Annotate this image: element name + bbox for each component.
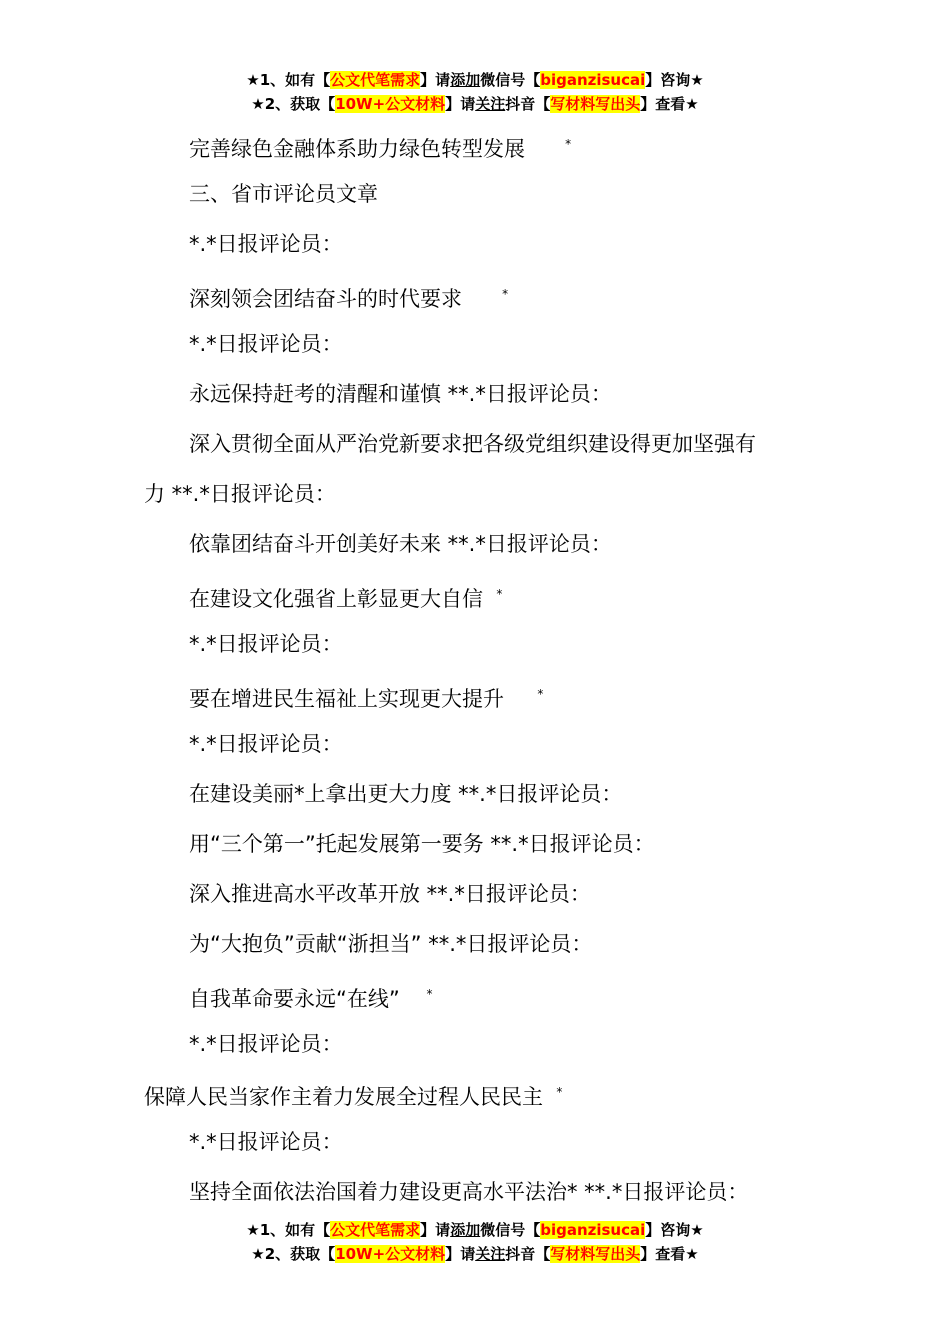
banner-text: 】请	[420, 1221, 451, 1239]
banner-text: 抖音【	[505, 95, 551, 113]
banner-highlight: 10W+公文材料	[335, 1245, 446, 1263]
section-heading: 三、省市评论员文章	[189, 182, 378, 206]
body-line: 为“大抱负”贡献“浙担当” **.*日报评论员：	[189, 932, 593, 956]
banner-text: 】请	[445, 1245, 476, 1263]
banner-text: 】咨询★	[645, 71, 704, 89]
banner-text: 】查看★	[640, 1245, 699, 1263]
body-line: *.*日报评论员：	[189, 232, 343, 256]
banner-text: 抖音【	[505, 1245, 551, 1263]
body-line: 深入贯彻全面从严治党新要求把各级党组织建设得更加坚强有	[189, 432, 756, 456]
body-line: 保障人民当家作主着力发展全过程人民民主 *	[144, 1085, 563, 1109]
banner-highlight: 公文代笔需求	[330, 71, 421, 89]
body-line: 依靠团结奋斗开创美好未来 **.*日报评论员：	[189, 532, 612, 556]
body-line: 在建设文化强省上彰显更大自信 *	[189, 587, 503, 611]
body-line: 自我革命要永远“在线” *	[189, 987, 433, 1011]
banner-text: ★1、如有【	[246, 1221, 331, 1239]
banner-text: 微信号【	[480, 71, 541, 89]
body-line: 力 **.*日报评论员：	[144, 482, 336, 506]
banner-highlight: biganzisucai	[540, 71, 646, 89]
banner-text: ★2、获取【	[251, 1245, 336, 1263]
body-line: 坚持全面依法治国着力建设更高水平法治* **.*日报评论员：	[189, 1180, 749, 1204]
body-line: *.*日报评论员：	[189, 332, 343, 356]
body-line: 用“三个第一”托起发展第一要务 **.*日报评论员：	[189, 832, 655, 856]
banner-highlight: 写材料写出头	[550, 95, 641, 113]
body-line: *.*日报评论员：	[189, 1032, 343, 1056]
banner-highlight: 10W+公文材料	[335, 95, 446, 113]
banner-underline: 关注	[475, 1245, 506, 1263]
banner-text: ★1、如有【	[246, 71, 331, 89]
banner-text: 微信号【	[480, 1221, 541, 1239]
banner-highlight: biganzisucai	[540, 1221, 646, 1239]
banner-text: 】请	[445, 95, 476, 113]
banner-highlight: 公文代笔需求	[330, 1221, 421, 1239]
banner-text: 】请	[420, 71, 451, 89]
banner-underline: 添加	[450, 71, 481, 89]
body-line: 要在增进民生福祉上实现更大提升 *	[189, 687, 544, 711]
header-banner-line-1	[0, 70, 950, 90]
body-line: *.*日报评论员：	[189, 632, 343, 656]
banner-highlight: 写材料写出头	[550, 1245, 641, 1263]
banner-text: 】查看★	[640, 95, 699, 113]
body-line: 深刻领会团结奋斗的时代要求 *	[189, 287, 509, 311]
body-line: 深入推进高水平改革开放 **.*日报评论员：	[189, 882, 591, 906]
footer-banner-line-2	[0, 1244, 950, 1264]
banner-underline: 关注	[475, 95, 506, 113]
body-line: 永远保持赶考的清醒和谨慎 **.*日报评论员：	[189, 382, 612, 406]
banner-text: ★2、获取【	[251, 95, 336, 113]
body-line: *.*日报评论员：	[189, 1130, 343, 1154]
footer-banner-line-1	[0, 1220, 950, 1240]
header-banner-line-2	[0, 94, 950, 114]
banner-text: 】咨询★	[645, 1221, 704, 1239]
body-line: 完善绿色金融体系助力绿色转型发展 *	[189, 137, 572, 161]
banner-underline: 添加	[450, 1221, 481, 1239]
body-line: *.*日报评论员：	[189, 732, 343, 756]
body-line: 在建设美丽*上拿出更大力度 **.*日报评论员：	[189, 782, 623, 806]
